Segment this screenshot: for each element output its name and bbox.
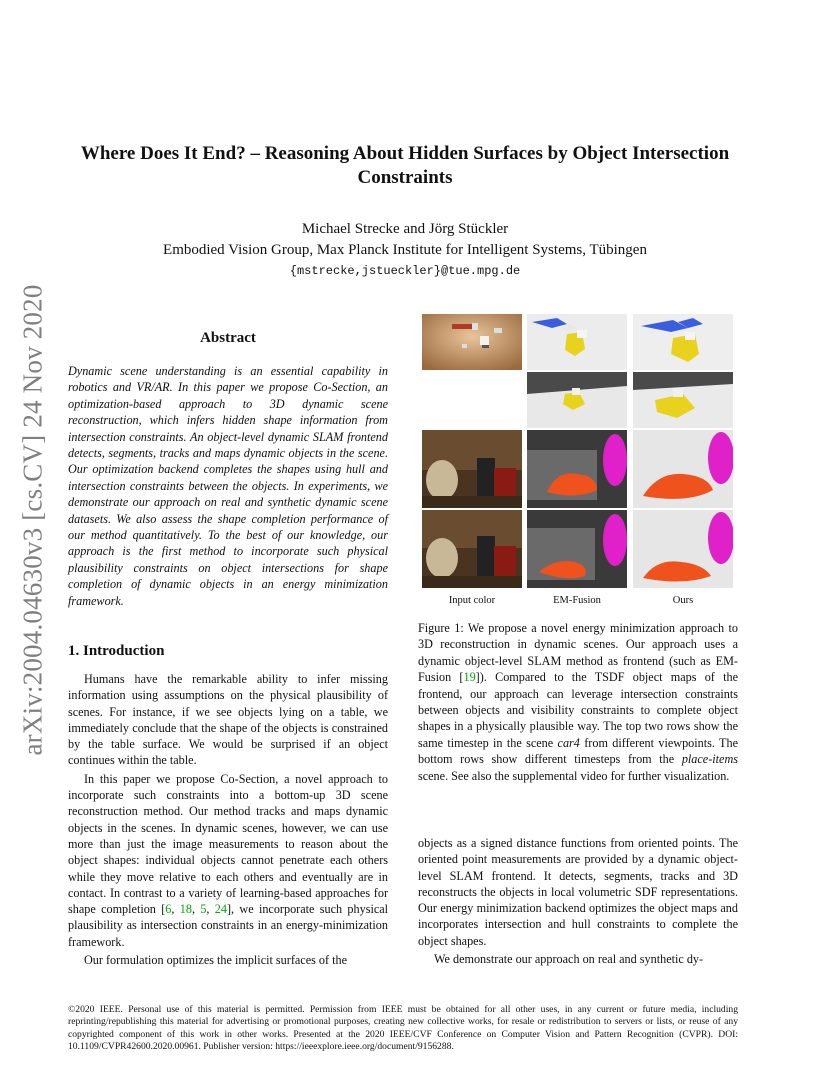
right-paragraph-1: objects as a signed distance functions from oriented points. The oriented point measurements are provided by a dynamic object-level SLAM frontend. It detects, segments, tracks and 3D reconstructs the objects in local volumetric SDF representations. Our energy minimization backend optimizes the object maps and incorporates intersection and hull constraints to complete the object shapes. — [418, 836, 738, 948]
abstract-heading: Abstract — [200, 330, 256, 346]
figure-image-emfusion-car4-view1 — [527, 314, 627, 370]
figure-image-ours-car4-view2 — [633, 372, 733, 428]
figure-image-input-car4 — [422, 314, 522, 370]
figure-image-ours-place-items-t2 — [633, 510, 733, 588]
affiliation: Embodied Vision Group, Max Planck Institute for Intelligent Systems, Tübingen — [163, 242, 647, 258]
author-email[interactable]: {mstrecke,jstueckler}@tue.mpg.de — [289, 264, 521, 278]
author-block — [60, 219, 750, 282]
author-names: Michael Strecke and Jörg Stückler — [301, 221, 509, 237]
figure-image-emfusion-place-items-t2 — [527, 510, 627, 588]
figure-label-input: Input color — [448, 595, 496, 606]
figure-image-input-place-items-t2 — [422, 510, 522, 588]
intro-paragraph-1: Humans have the remarkable ability to infer missing information using assumptions on the physical plausibility of scenes. For instance, if we see objects lying on a table, we immediately conclude that the shape of the objects is constrained by the table surface. We would be surprised if an object continues within the table. — [68, 672, 388, 768]
figure-1-caption: Figure 1: We propose a novel energy minimization approach to 3D reconstruction in dynamic scenes. Our approach uses a dynamic object-level SLAM method as frontend (such as EM-Fusion [19]). Compared to the TSDF object maps of the frontend, our approach can leverage intersection constraints between objects and visibility constraints to complete object shapes in a physically plausible way. The top two rows show the same timestep in the scene car4 from different viewpoints. The bottom rows show different timesteps from the place-items scene. See also the supplemental video for further visualization. — [418, 621, 738, 783]
citation-link[interactable]: 18 — [179, 902, 192, 917]
figure-label-emfusion: EM-Fusion — [553, 595, 601, 606]
intro-paragraph-3: Our formulation optimizes the implicit surfaces of the — [84, 953, 347, 968]
figure-column-labels — [422, 595, 738, 609]
citation-link[interactable]: 6 — [165, 902, 172, 917]
figure-image-emfusion-car4-view2 — [527, 372, 627, 428]
section-heading-introduction: 1. Introduction — [68, 643, 165, 659]
right-column-body — [418, 835, 738, 969]
figure-image-ours-place-items-t1 — [633, 430, 733, 508]
citation-link[interactable]: 5 — [200, 902, 207, 917]
paper-title: Where Does It End? – Reasoning About Hidden Surfaces by Object Intersection Constraints — [80, 143, 730, 188]
introduction-body — [68, 671, 388, 970]
citation-link[interactable]: 24 — [214, 902, 227, 917]
copyright-footer: ©2020 IEEE. Personal use of this material is permitted. Permission from IEEE must be obtained for all other uses, in any current or future media, including reprinting/republishing this material for advertising or promotional purposes, creating new collective works, for resale or redistribution to servers or lists, or reuse of any copyrighted component of this work in other works. Presented at the 2020 IEEE/CVF Conference on Computer Vision and Pattern Recognition (CVPR). DOI: 10.1109/CVPR42600.2020.00961. Publisher version: https://ieeexplore.ieee.org/document/9156288. — [68, 1004, 738, 1052]
figure-1 — [422, 314, 738, 588]
intro-paragraph-2: In this paper we propose Co-Section, a novel approach to incorporate such constraints into a bottom-up 3D scene reconstruction method. Our method tracks and maps dynamic objects in the scenes. In dynamic scenes, however, we can use more than just the image measurements to reason about the object shapes: individual objects cannot penetrate each others while they move relative to each others and eventually are in contact. In contrast to a variety of learning-based approaches for shape completion [6, 18, 5, 24], we incorporate such physical plausibility as intersection constraints in an energy-minimization framework. — [68, 771, 389, 949]
figure-label-ours: Ours — [672, 595, 694, 606]
arxiv-identifier: arXiv:2004.04630v3 [cs.CV] 24 Nov 2020 — [17, 284, 48, 756]
figure-image-emfusion-place-items-t1 — [527, 430, 627, 508]
citation-link[interactable]: 19 — [463, 670, 476, 685]
figure-image-input-place-items-t1 — [422, 430, 522, 508]
figure-image-ours-car4-view1 — [633, 314, 733, 370]
abstract-body: Dynamic scene understanding is an essential capability in robotics and VR/AR. In this paper we propose Co-Section, an optimization-based approach to 3D dynamic scene reconstruction, which infers hidden shape information from intersection constraints. An object-level dynamic SLAM frontend detects, segments, tracks and maps dynamic objects in the scene. Our optimization backend completes the shapes using hull and intersection constraints between the objects. In experiments, we demonstrate our approach on real and synthetic dynamic scene datasets. We also assess the shape completion performance of our method quantitatively. To the best of our knowledge, our approach is the first method to incorporate such physical plausibility constraints on object intersections for shape completion of dynamic objects in an energy minimization framework. — [68, 364, 388, 608]
right-paragraph-2: We demonstrate our approach on real and synthetic dy- — [434, 952, 704, 967]
